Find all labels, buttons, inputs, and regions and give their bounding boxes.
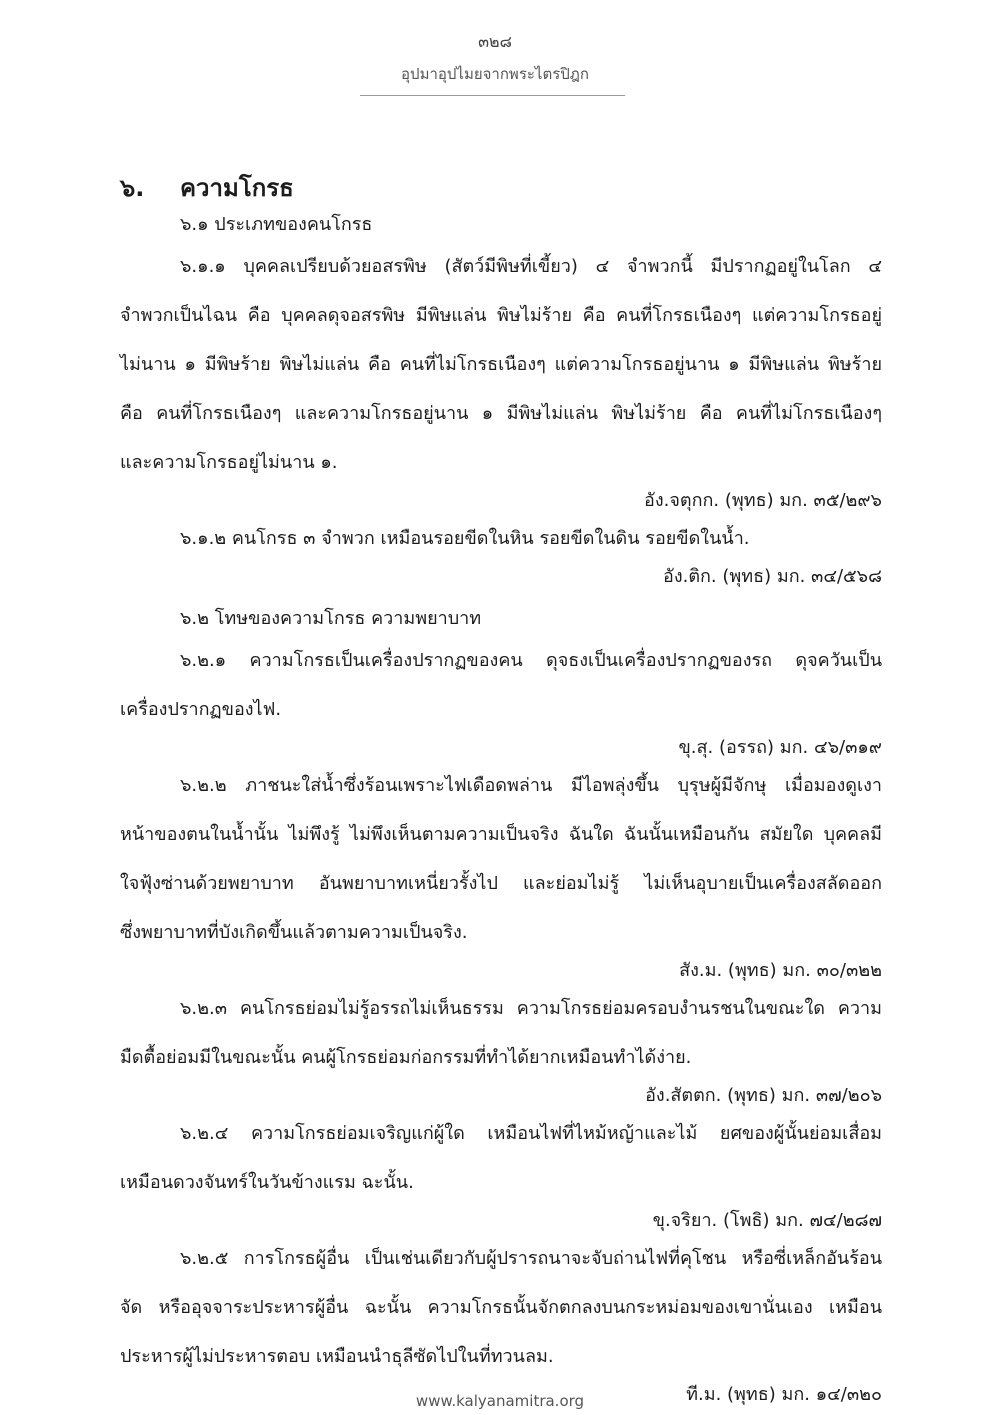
paragraph-6-2-5 bbox=[120, 1244, 882, 1372]
subsection-title: ๖.๑ ประเภทของคนโกรธ bbox=[180, 214, 373, 235]
paragraph-6-2-3 bbox=[120, 994, 882, 1073]
running-header-title: อุปมาอุปไมยจากพระไตรปิฎก bbox=[401, 65, 589, 83]
citation-reference: ขุ.จริยา. (โพธิ) มก. ๗๔/๒๘๗ bbox=[652, 1210, 882, 1231]
paragraph-line: หน้าของตนในน้ำนั้น ไม่พึงรู้ ไม่พึงเห็นตามความเป็นจริง ฉันใด ฉันนั้นเหมือนกัน สมัยใด บุคคลมี bbox=[120, 824, 882, 845]
paragraph-line: และความโกรธอยู่ไม่นาน ๑. bbox=[120, 452, 338, 473]
section-number: ๖. bbox=[120, 174, 145, 202]
paragraph-line: ๖.๒.๔ ความโกรธย่อมเจริญแก่ผู้ใด เหมือนไฟที่ไหม้หญ้าและไม้ ยศของผู้นั้นย่อมเสื่อม bbox=[180, 1123, 882, 1144]
citation-reference: สัง.ม. (พุทธ) มก. ๓๐/๓๒๒ bbox=[679, 960, 882, 981]
footer-url: www.kalyanamitra.org bbox=[415, 1392, 585, 1410]
paragraph-line: ซึ่งพยาบาทที่บังเกิดขึ้นแล้วตามความเป็นจริง. bbox=[120, 922, 468, 943]
paragraph-6-2-2 bbox=[120, 771, 882, 948]
citation-reference: อัง.สัตตก. (พุทธ) มก. ๓๗/๒๐๖ bbox=[645, 1085, 882, 1106]
citation-reference: อัง.จตุกก. (พุทธ) มก. ๓๕/๒๙๖ bbox=[644, 490, 882, 511]
paragraph-line: ๖.๒.๓ คนโกรธย่อมไม่รู้อรรถไม่เห็นธรรม ความโกรธย่อมครอบงำนรชนในขณะใด ความ bbox=[180, 998, 882, 1019]
subsection-title: ๖.๒ โทษของความโกรธ ความพยาบาท bbox=[180, 608, 482, 629]
section-heading bbox=[120, 170, 882, 210]
paragraph-line: เครื่องปรากฏของไฟ. bbox=[120, 699, 282, 720]
paragraph-6-2-1 bbox=[120, 646, 882, 725]
paragraph-line: ใจฟุ้งซ่านด้วยพยาบาท อันพยาบาทเหนี่ยวรั้งไป และย่อมไม่รู้ ไม่เห็นอุบายเป็นเครื่องสลัดออก bbox=[120, 873, 882, 894]
citation-reference: อัง.ติก. (พุทธ) มก. ๓๔/๕๖๘ bbox=[663, 566, 882, 587]
citation-reference: ที.ม. (พุทธ) มก. ๑๔/๓๒๐ bbox=[686, 1384, 882, 1405]
paragraph-line: ประหารผู้ไม่ประหารตอบ เหมือนนำธุลีซัดไปในที่ทวนลม. bbox=[120, 1346, 554, 1367]
paragraph-6-1-1 bbox=[120, 252, 882, 478]
paragraph-line: ๖.๑.๑ บุคคลเปรียบด้วยอสรพิษ (สัตว์มีพิษที่เขี้ยว) ๔ จำพวกนี้ มีปรากฏอยู่ในโลก ๔ bbox=[180, 256, 882, 277]
paragraph-line: มืดตื้อย่อมมีในขณะนั้น คนผู้โกรธย่อมก่อกรรมที่ทำได้ยากเหมือนทำได้ง่าย. bbox=[120, 1047, 692, 1068]
page-body bbox=[120, 170, 882, 1410]
paragraph-line: ไม่นาน ๑ มีพิษร้าย พิษไม่แล่น คือ คนที่ไม่โกรธเนืองๆ แต่ความโกรธอยู่นาน ๑ มีพิษแล่น พิษร้าย bbox=[120, 354, 882, 375]
paragraph-line: จำพวกเป็นไฉน คือ บุคคลดุจอสรพิษ มีพิษแล่น พิษไม่ร้าย คือ คนที่โกรธเนืองๆ แต่ความโกรธอยู่ bbox=[120, 305, 882, 326]
paragraph-line: ๖.๒.๑ ความโกรธเป็นเครื่องปรากฏของคน ดุจธงเป็นเครื่องปรากฏของรถ ดุจควันเป็น bbox=[180, 650, 882, 671]
paragraph-6-1-2: ๖.๑.๒ คนโกรธ ๓ จำพวก เหมือนรอยขีดในหิน รอยขีดในดิน รอยขีดในน้ำ. bbox=[180, 528, 750, 549]
paragraph-line: ๖.๒.๒ ภาชนะใส่น้ำซึ่งร้อนเพราะไฟเดือดพล่าน มีไอพลุ่งขึ้น บุรุษผู้มีจักษุ เมื่อมองดูเงา bbox=[180, 775, 882, 796]
paragraph-6-2-4 bbox=[120, 1119, 882, 1198]
paragraph-line: จัด หรืออุจจาระประหารผู้อื่น ฉะนั้น ความโกรธนั้นจักตกลงบนกระหม่อมของเขานั่นเอง เหมือน bbox=[120, 1297, 882, 1318]
header-divider bbox=[360, 95, 625, 96]
paragraph-line: คือ คนที่โกรธเนืองๆ และความโกรธอยู่นาน ๑ มีพิษไม่แล่น พิษไม่ร้าย คือ คนที่ไม่โกรธเนืองๆ bbox=[120, 403, 882, 424]
paragraph-line: เหมือนดวงจันทร์ในวันข้างแรม ฉะนั้น. bbox=[120, 1172, 414, 1193]
section-title: ความโกรธ bbox=[180, 174, 294, 202]
paragraph-line: ๖.๒.๕ การโกรธผู้อื่น เป็นเช่นเดียวกับผู้ปรารถนาจะจับถ่านไฟที่คุโชน หรือซี่เหล็กอันร้อน bbox=[180, 1248, 882, 1269]
page-number: ๓๒๘ bbox=[478, 32, 512, 51]
citation-reference: ขุ.สุ. (อรรถ) มก. ๔๖/๓๑๙ bbox=[678, 737, 882, 758]
